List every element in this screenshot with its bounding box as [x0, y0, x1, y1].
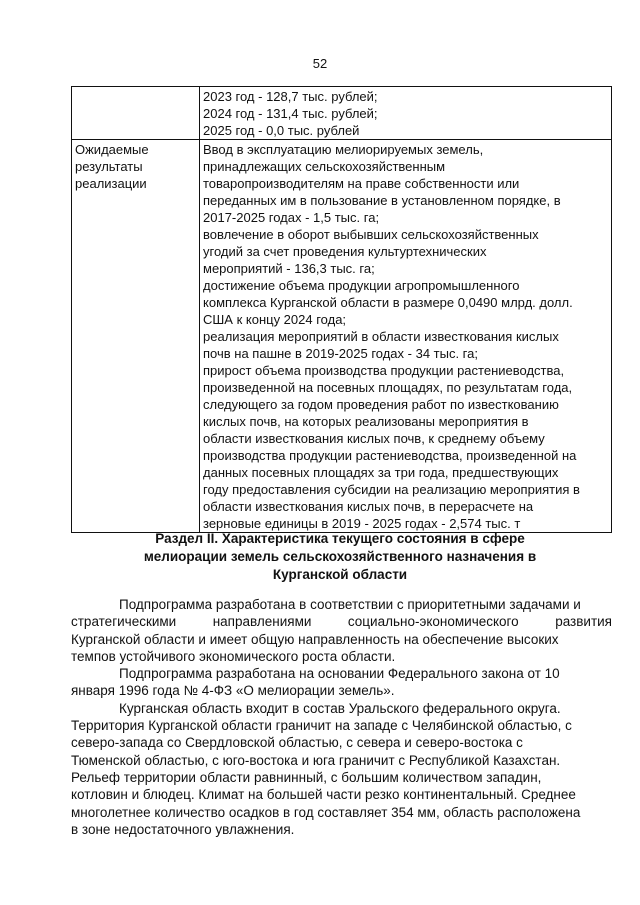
paragraph-line: Курганской области и имеет общую направленность на обеспечение высоких — [71, 631, 559, 647]
heading-line: Раздел II. Характеристика текущего состояния в сфере — [155, 531, 525, 546]
result-line: кислых почв, на которых реализованы мероприятия в — [203, 414, 529, 429]
paragraph-line: Территория Курганской области граничит на западе с Челябинской областью, с — [71, 718, 572, 734]
word: развития — [555, 614, 612, 630]
program-passport-table — [71, 86, 612, 533]
result-line: мероприятий - 136,3 тыс. га; — [203, 261, 375, 276]
result-line: произведенной на посевных площадях, по результатам года, — [203, 380, 573, 395]
result-line: почв на пашне в 2019-2025 годах - 34 тыс. га; — [203, 346, 478, 361]
result-line: США к концу 2024 года; — [203, 312, 347, 327]
word: социально-экономического — [347, 614, 519, 630]
label-line: результаты — [75, 159, 143, 174]
paragraph-line: многолетнее количество осадков в год составляет 354 мм, область расположена — [71, 804, 581, 820]
result-line: достижение объема продукции агропромышленного — [203, 278, 520, 293]
result-line: области известкования кислых почв, к среднему объему — [203, 431, 545, 446]
section-heading — [60, 530, 620, 584]
result-line: реализация мероприятий в области известкования кислых — [203, 329, 559, 344]
financing-year-2023: 2023 год - 128,7 тыс. рублей; — [203, 89, 378, 104]
paragraph-line: в зоне недостаточного увлажнения. — [71, 821, 295, 837]
paragraph-2 — [71, 665, 612, 700]
body-text — [71, 596, 612, 838]
paragraph-3 — [71, 700, 612, 838]
label-line: реализации — [75, 176, 147, 191]
result-line: следующего за годом проведения работ по известкованию — [203, 397, 559, 412]
paragraph-line: Подпрограмма разработана на основании Федерального закона от 10 — [119, 666, 560, 682]
word: направлениями — [212, 614, 312, 630]
page-number: 52 — [312, 56, 328, 71]
label-line: Ожидаемые — [75, 142, 149, 157]
expected-results-content — [200, 140, 612, 533]
financing-year-2025: 2025 год - 0,0 тыс. рублей — [203, 123, 360, 138]
result-line: переданных им в пользование в установленном порядке, в — [203, 193, 561, 208]
result-line: области известкования кислых почв, в перерасчете на — [203, 499, 534, 514]
table-row — [72, 87, 612, 140]
paragraph-line: Рельеф территории области равнинный, с большим количеством западин, — [71, 769, 542, 785]
label-cell-empty — [72, 87, 200, 140]
paragraph-line: котловин и блюдец. Климат на большей части резко континентальный. Среднее — [71, 787, 576, 803]
result-line: году предоставления субсидии на реализацию мероприятия в — [203, 482, 580, 497]
result-line: комплекса Курганской области в размере 0,0490 млрд. долл. — [203, 295, 573, 310]
financing-continuation-cell — [200, 87, 612, 140]
paragraph-line-justified — [71, 613, 612, 630]
result-line: Ввод в эксплуатацию мелиорируемых земель, — [203, 142, 484, 157]
result-line: зерновые единицы в 2019 - 2025 годах - 2,574 тыс. т — [203, 516, 521, 531]
heading-line: мелиорации земель сельскохозяйственного назначения в — [143, 549, 537, 564]
result-line: вовлечение в оборот выбывших сельскохозяйственных — [203, 227, 539, 242]
expected-results-label — [72, 140, 200, 533]
result-line: 2017-2025 годах - 1,5 тыс. га; — [203, 210, 380, 225]
paragraph-line: Тюменской областью, с юго-востока и юга граничит с Республикой Казахстан. — [71, 752, 561, 768]
paragraph-line: Подпрограмма разработана в соответствии с приоритетными задачами и — [119, 597, 581, 612]
table-row — [72, 140, 612, 533]
paragraph-line: темпов устойчивого экономического роста области. — [71, 648, 396, 664]
financing-year-2024: 2024 год - 131,4 тыс. рублей; — [203, 106, 378, 121]
result-line: данных посевных площадях за три года, предшествующих — [203, 465, 559, 480]
heading-line: Курганской области — [272, 567, 408, 582]
paragraph-line: северо-запада со Свердловской областью, с севера и северо-востока с — [71, 735, 523, 751]
paragraph-line: Курганская область входит в состав Уральского федерального округа. — [119, 700, 561, 716]
paragraph-1 — [71, 596, 612, 665]
paragraph-line: января 1996 года № 4-ФЗ «О мелиорации земель». — [71, 683, 395, 699]
result-line: товаропроизводителям на праве собственности или — [203, 176, 520, 191]
result-line: угодий за счет проведения культуртехнических — [203, 244, 487, 259]
result-line: принадлежащих сельскохозяйственным — [203, 159, 446, 174]
result-line: прирост объема производства продукции растениеводства, — [203, 363, 565, 378]
result-line: производства продукции растениеводства, произведенной на — [203, 448, 577, 463]
word: стратегическими — [71, 614, 177, 630]
